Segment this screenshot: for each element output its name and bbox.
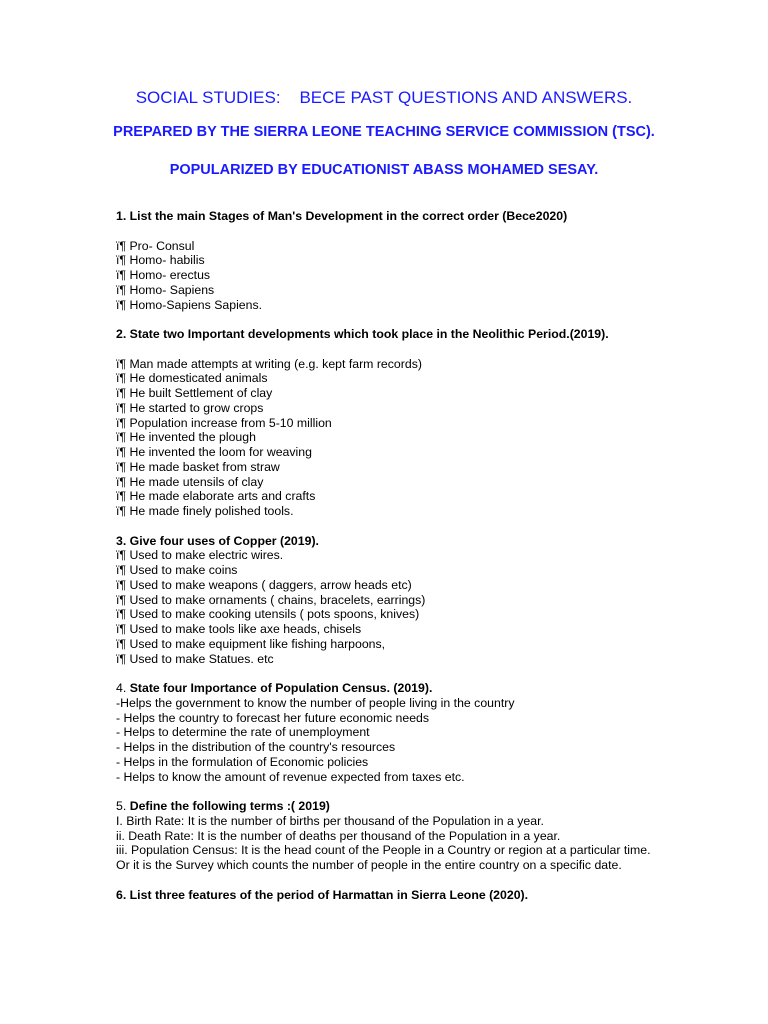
list-item: ï¶ He made finely polished tools. <box>116 504 294 518</box>
questions-body <box>116 209 656 902</box>
list-item: ï¶ Used to make equipment like fishing harpoons, <box>116 636 386 651</box>
list-item: ï¶ He started to grow crops <box>116 400 264 415</box>
list-item: ï¶ Homo- Sapiens <box>116 282 215 297</box>
list-item: ï¶ Used to make ornaments ( chains, bracelets, earrings) <box>116 592 426 607</box>
list-item: - Helps the country to forecast her future economic needs <box>116 710 430 725</box>
list-item: ï¶ Used to make coins <box>116 563 238 577</box>
list-item: ï¶ He domesticated animals <box>116 371 268 386</box>
question-6: 6. List three features of the period of Harmattan in Sierra Leone (2020). <box>116 887 529 902</box>
question-text: Define the following terms :( 2019) <box>129 799 330 813</box>
list-item: ï¶ He invented the loom for weaving <box>116 445 312 459</box>
list-item: ï¶ Population increase from 5-10 million <box>116 415 332 430</box>
question-1: 1. List the main Stages of Man's Development in the correct order (Bece2020) <box>116 209 568 223</box>
document-title: SOCIAL STUDIES: BECE PAST QUESTIONS AND ANSWERS. <box>135 88 633 107</box>
question-text: State four Importance of Population Census. (2019). <box>129 681 433 695</box>
list-item: ï¶ He built Settlement of clay <box>116 386 273 400</box>
list-item: ï¶ Used to make electric wires. <box>116 548 284 563</box>
question-3: 3. Give four uses of Copper (2019). <box>116 533 319 548</box>
list-item: - Helps in the distribution of the country's resources <box>116 740 396 754</box>
list-item: ï¶ Used to make cooking utensils ( pots spoons, knives) <box>116 607 420 622</box>
question-number: 5. <box>116 799 130 813</box>
prepared-by-line: PREPARED BY THE SIERRA LEONE TEACHING SERVICE COMMISSION (TSC). <box>113 124 655 140</box>
list-item: ï¶ He made elaborate arts and crafts <box>116 489 316 504</box>
answer-list-4 <box>116 696 656 785</box>
list-item: ï¶ Pro- Consul <box>116 238 195 253</box>
question-4 <box>116 681 656 696</box>
question-5 <box>116 799 656 814</box>
list-item: ï¶ Used to make tools like axe heads, chisels <box>116 622 362 636</box>
list-item: iii. Population Census: It is the head count of the People in a Country or region at a particular time. <box>116 843 651 858</box>
list-item: ï¶ Homo-Sapiens Sapiens. <box>116 297 263 312</box>
question-number: 4. <box>116 681 130 695</box>
answer-list-5 <box>116 814 656 873</box>
answer-list-3 <box>116 548 656 666</box>
list-item: ï¶ He made utensils of clay <box>116 474 264 489</box>
answer-list-1 <box>116 239 656 313</box>
list-item: - Helps to know the amount of revenue expected from taxes etc. <box>116 769 465 784</box>
question-2: 2. State two Important developments which took place in the Neolithic Period.(2019). <box>116 327 609 341</box>
popularized-by-line: POPULARIZED BY EDUCATIONIST ABASS MOHAMED SESAY. <box>169 162 599 178</box>
list-item: - Helps in the formulation of Economic policies <box>116 754 369 769</box>
list-item: - Helps to determine the rate of unemployment <box>116 725 370 740</box>
list-item: -Helps the government to know the number of people living in the country <box>116 695 515 710</box>
list-item: Or it is the Survey which counts the number of people in the entire country on a specific date. <box>116 858 622 872</box>
list-item: ï¶ He made basket from straw <box>116 459 280 474</box>
list-item: ii. Death Rate: It is the number of deaths per thousand of the Population in a year. <box>116 828 561 843</box>
list-item: ï¶ Homo- erectus <box>116 268 211 282</box>
answer-list-2 <box>116 357 656 519</box>
list-item: ï¶ He invented the plough <box>116 430 256 445</box>
list-item: I. Birth Rate: It is the number of births per thousand of the Population in a year. <box>116 813 544 828</box>
list-item: ï¶ Homo- habilis <box>116 253 205 268</box>
list-item: ï¶ Used to make weapons ( daggers, arrow heads etc) <box>116 577 412 592</box>
list-item: ï¶ Used to make Statues. etc <box>116 651 274 666</box>
list-item: ï¶ Man made attempts at writing (e.g. kept farm records) <box>116 356 422 371</box>
